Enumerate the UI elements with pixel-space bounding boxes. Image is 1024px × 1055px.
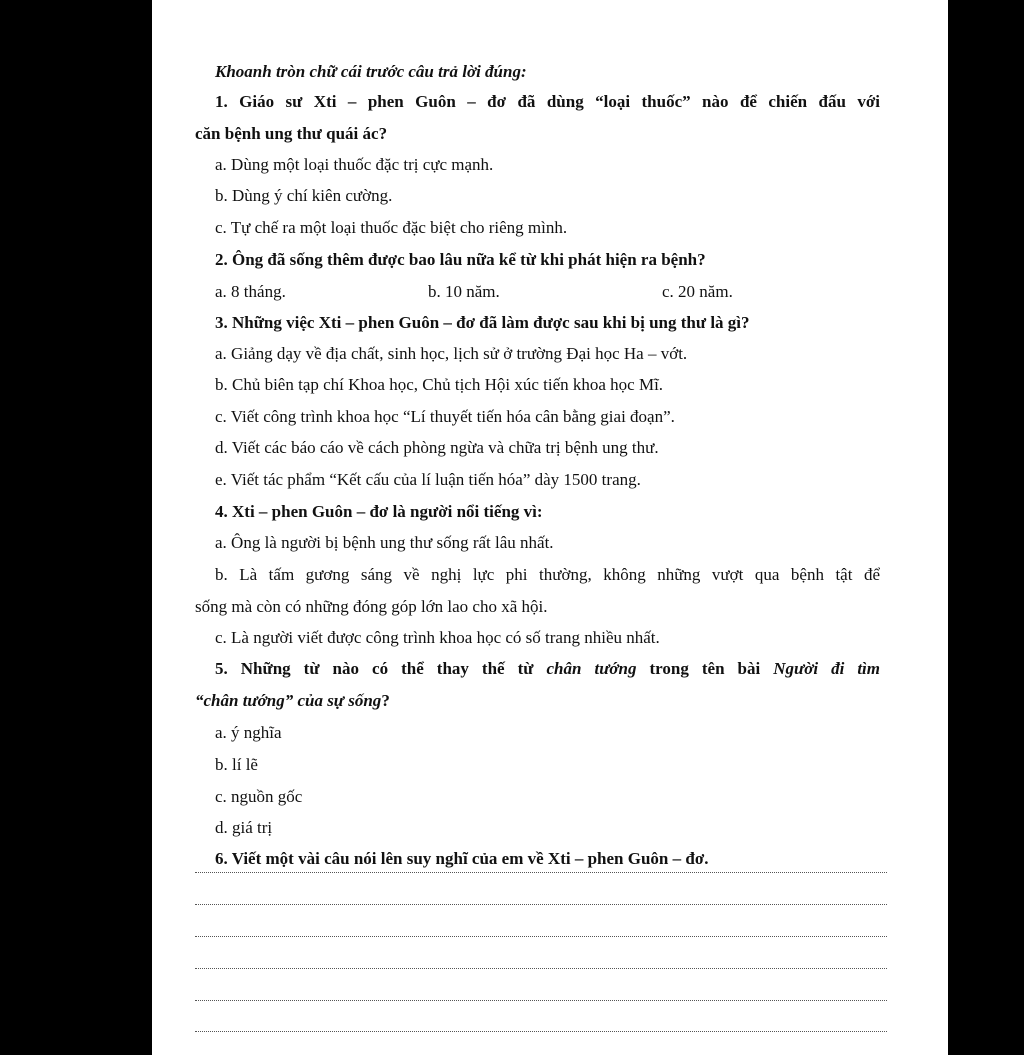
question-5-text-1: 5. Những từ nào có thể thay thế từ xyxy=(215,659,547,678)
question-3-option-a: a. Giảng dạy về địa chất, sinh học, lịch sử ở trường Đại học Ha – vớt. xyxy=(215,344,688,363)
answer-line xyxy=(195,904,887,905)
question-1-option-b: b. Dùng ý chí kiên cường. xyxy=(215,186,393,205)
question-2-option-c: c. 20 năm. xyxy=(662,282,733,301)
instruction: Khoanh tròn chữ cái trước câu trả lời đúng: xyxy=(215,62,527,81)
question-6: 6. Viết một vài câu nói lên suy nghĩ của em về Xti – phen Guôn – đơ. xyxy=(215,849,709,868)
question-3-option-e: e. Viết tác phẩm “Kết cấu của lí luận tiến hóa” dày 1500 trang. xyxy=(215,470,641,489)
question-2: 2. Ông đã sống thêm được bao lâu nữa kể từ khi phát hiện ra bệnh? xyxy=(215,250,706,269)
question-5-text-2: trong tên bài xyxy=(636,659,774,678)
question-5-keyword: chân tướng xyxy=(546,659,637,678)
question-5-option-c: c. nguồn gốc xyxy=(215,787,303,806)
question-1-line-2: căn bệnh ung thư quái ác? xyxy=(195,124,388,143)
question-1-option-a: a. Dùng một loại thuốc đặc trị cực mạnh. xyxy=(215,155,494,174)
question-5-line-2 xyxy=(195,691,390,711)
question-4-option-b-line-1: b. Là tấm gương sáng về nghị lực phi thường, không những vượt qua bệnh tật để xyxy=(215,565,880,584)
question-4-option-b-line-2: sống mà còn có những đóng góp lớn lao cho xã hội. xyxy=(195,597,548,616)
answer-line xyxy=(195,1031,887,1032)
answer-line xyxy=(195,968,887,969)
question-5-question-mark: ? xyxy=(381,691,390,710)
question-5-option-a: a. ý nghĩa xyxy=(215,723,282,742)
question-1-option-c: c. Tự chế ra một loại thuốc đặc biệt cho riêng mình. xyxy=(215,218,568,237)
question-2-option-b: b. 10 năm. xyxy=(428,282,500,301)
question-5-title: Người đi tìm xyxy=(773,659,880,678)
question-2-option-a: a. 8 tháng. xyxy=(215,282,286,301)
question-5-option-d: d. giá trị xyxy=(215,818,273,837)
question-5-option-b: b. lí lẽ xyxy=(215,755,258,774)
worksheet-page xyxy=(152,0,948,1055)
question-3-option-b: b. Chủ biên tạp chí Khoa học, Chủ tịch Hội xúc tiến khoa học Mĩ. xyxy=(215,375,664,394)
question-5-line-1 xyxy=(215,659,880,679)
answer-line xyxy=(195,1000,887,1001)
question-4-option-c: c. Là người viết được công trình khoa học có số trang nhiều nhất. xyxy=(215,628,660,647)
question-5-title-end: “chân tướng” của sự sống xyxy=(195,691,382,710)
question-3: 3. Những việc Xti – phen Guôn – đơ đã làm được sau khi bị ung thư là gì? xyxy=(215,313,750,332)
question-4-option-a: a. Ông là người bị bệnh ung thư sống rất lâu nhất. xyxy=(215,533,554,552)
question-4: 4. Xti – phen Guôn – đơ là người nổi tiếng vì: xyxy=(215,502,543,521)
answer-line xyxy=(195,936,887,937)
question-3-option-d: d. Viết các báo cáo về cách phòng ngừa và chữa trị bệnh ung thư. xyxy=(215,438,659,457)
question-3-option-c: c. Viết công trình khoa học “Lí thuyết tiến hóa cân bằng giai đoạn”. xyxy=(215,407,675,426)
answer-line xyxy=(195,872,887,873)
question-1-line-1: 1. Giáo sư Xti – phen Guôn – đơ đã dùng “loại thuốc” nào để chiến đấu với xyxy=(215,92,880,111)
